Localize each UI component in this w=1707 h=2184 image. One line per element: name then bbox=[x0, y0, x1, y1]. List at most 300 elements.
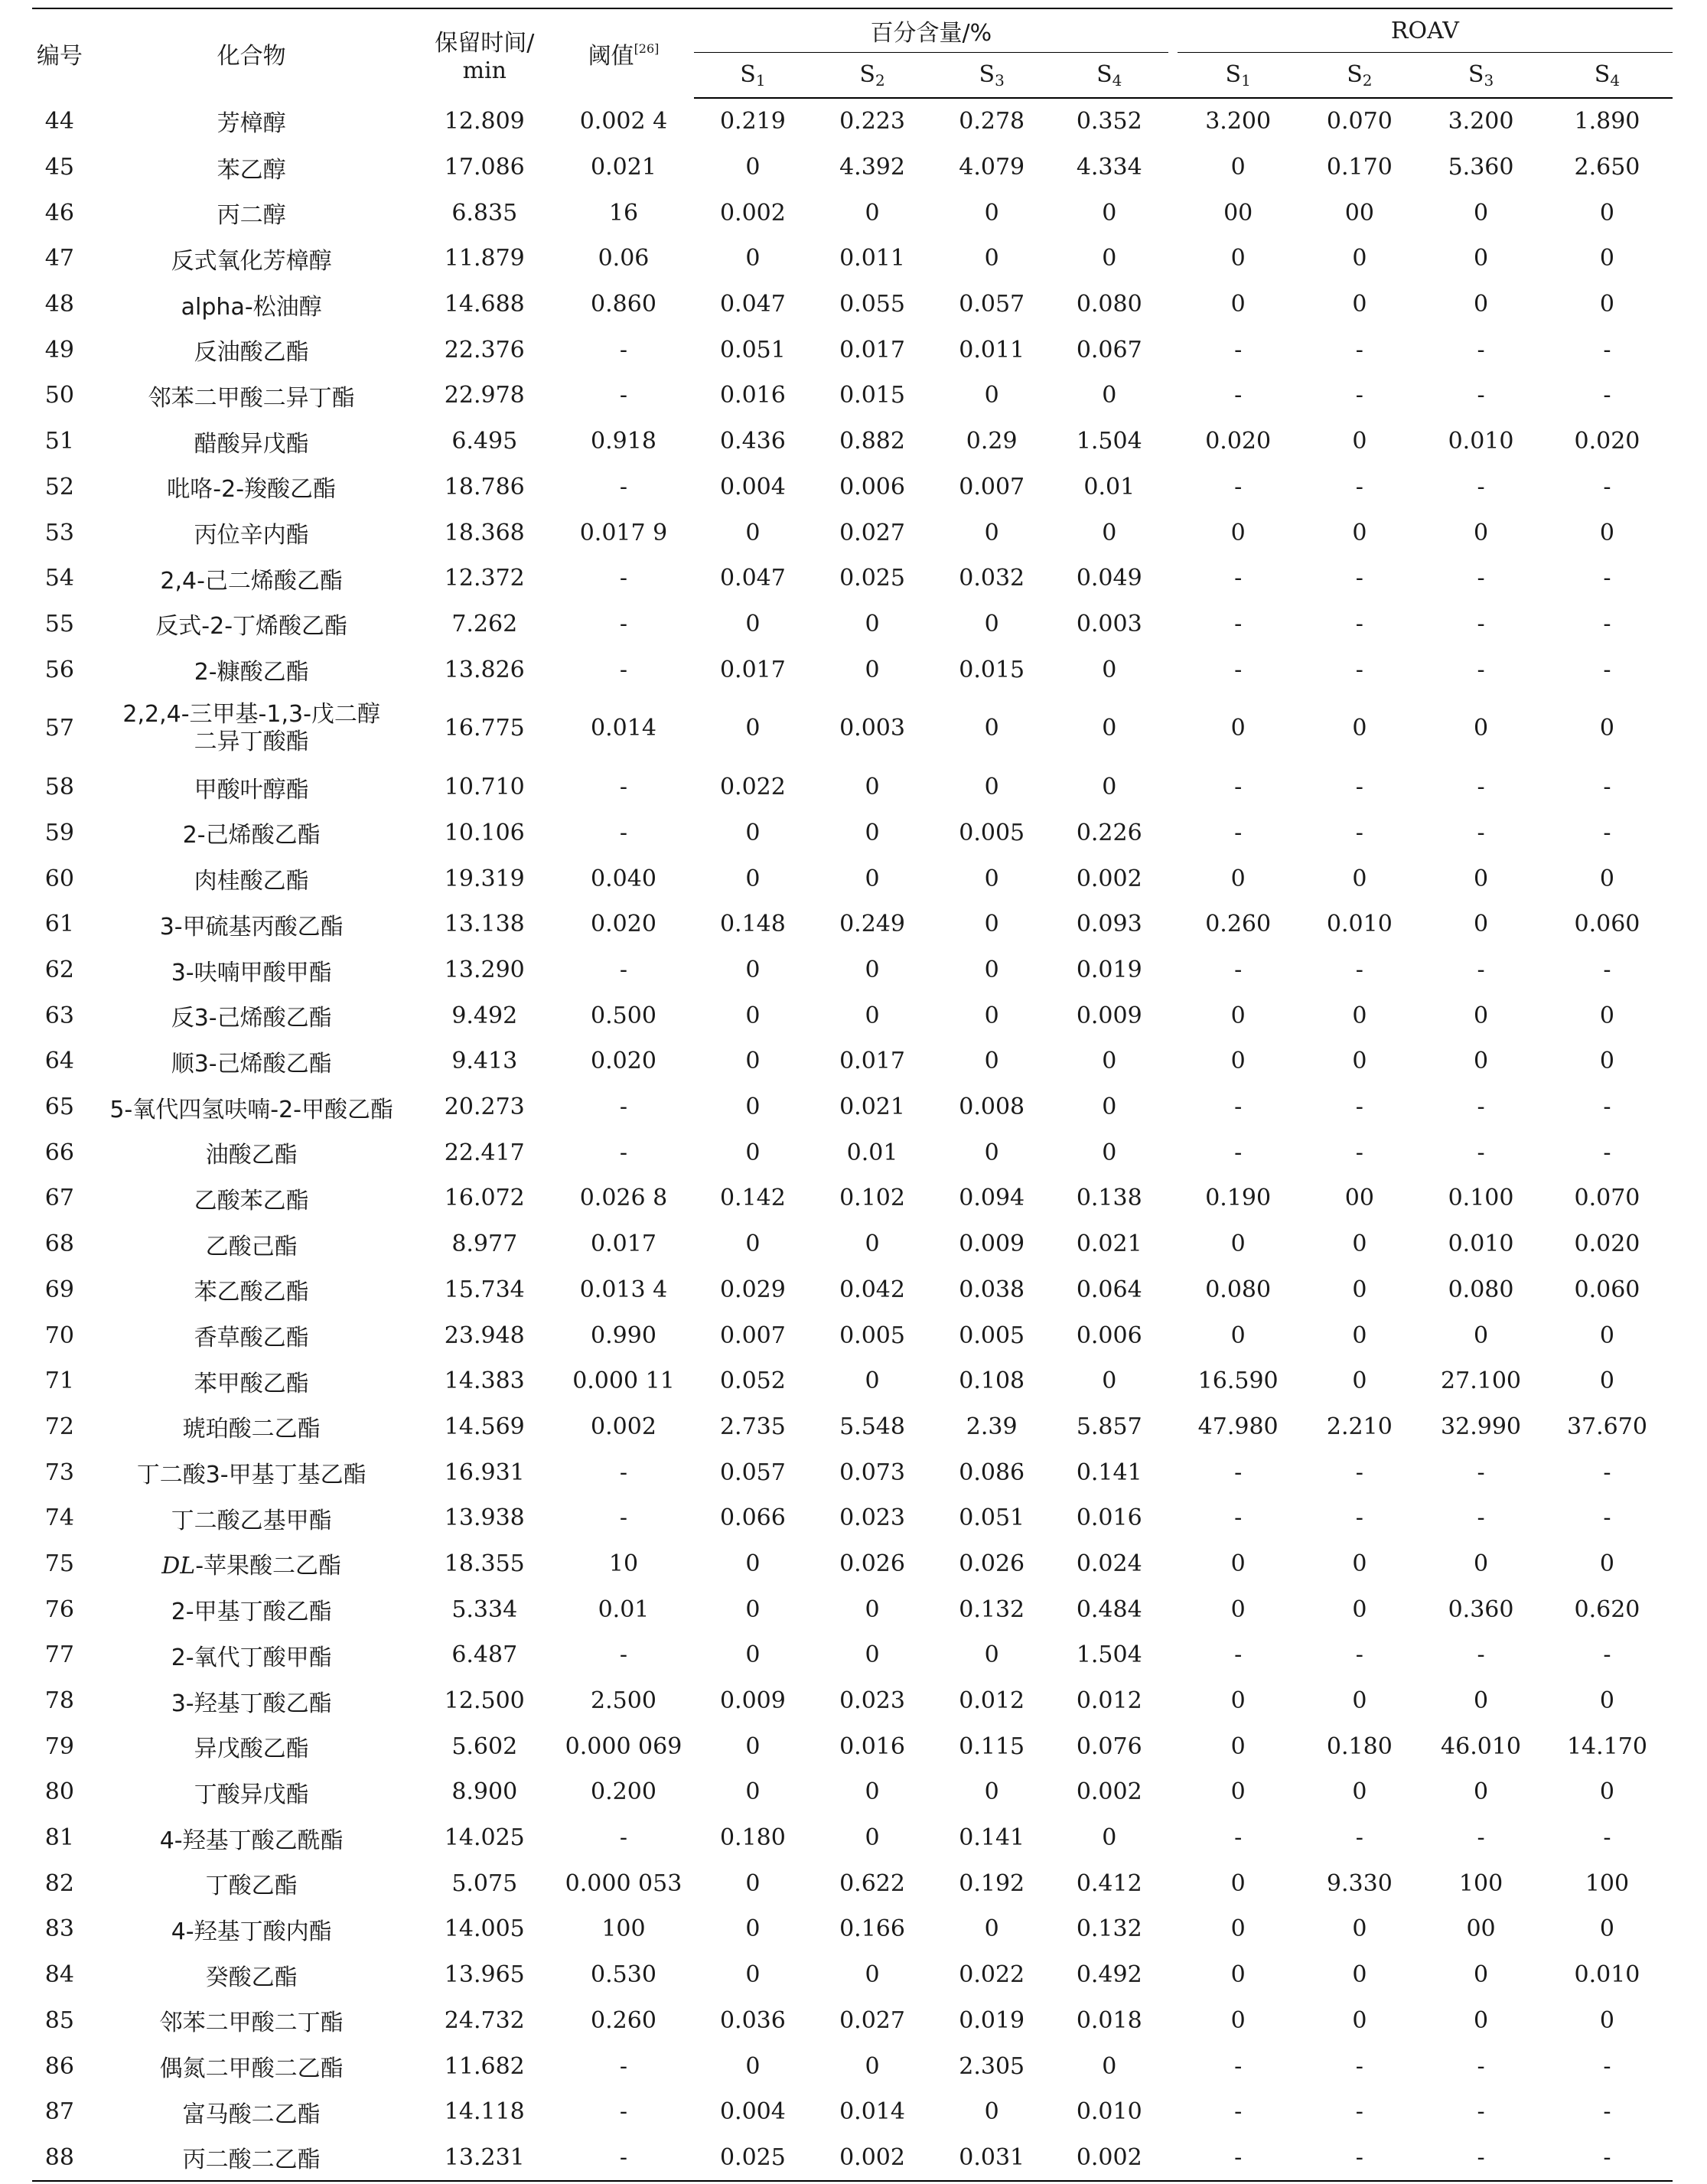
row-number: 60 bbox=[44, 865, 74, 892]
percent-s4: 0.021 bbox=[1076, 1231, 1142, 1258]
gap-cell bbox=[1168, 282, 1178, 328]
roav-s4: 0 bbox=[1599, 1048, 1614, 1075]
percent-s4: 0.132 bbox=[1076, 1915, 1142, 1943]
row-number: 88 bbox=[32, 2135, 87, 2182]
compound-name-text: 芳樟醇 bbox=[217, 110, 286, 138]
roav-s2: 0 bbox=[1352, 1961, 1367, 1989]
roav-s4: 0.010 bbox=[1574, 1961, 1640, 1989]
compound-name-text: 苯甲酸乙酯 bbox=[194, 1370, 309, 1397]
roav-s4: - bbox=[1603, 610, 1611, 637]
gap-cell bbox=[1168, 327, 1178, 373]
retention-time: 22.376 bbox=[444, 336, 525, 363]
percent-s3: 0.007 bbox=[959, 473, 1025, 500]
roav-s2: 0 bbox=[1352, 1367, 1367, 1395]
sample-letter: S bbox=[1225, 60, 1242, 88]
percent-s2: 0.055 bbox=[839, 291, 905, 318]
roav-s2: - bbox=[1355, 473, 1363, 500]
sample-subscript: 4 bbox=[1610, 70, 1621, 90]
retention-time: 14.118 bbox=[444, 2098, 525, 2126]
table-row bbox=[32, 1449, 1673, 1495]
gap-cell bbox=[1168, 1678, 1178, 1724]
table-row bbox=[32, 647, 1673, 693]
roav-s3: 00 bbox=[1466, 1915, 1496, 1943]
roav-s4: 0.060 bbox=[1574, 911, 1640, 938]
header-rt-line2: min bbox=[462, 57, 507, 84]
percent-s1: 0.436 bbox=[719, 428, 786, 455]
percent-s2: 0.017 bbox=[839, 336, 905, 363]
roav-s3: - bbox=[1477, 957, 1485, 984]
roav-s2: - bbox=[1355, 382, 1363, 409]
gap-cell bbox=[1168, 465, 1178, 510]
compound-name-text: 乙酸己酯 bbox=[205, 1233, 298, 1260]
roav-s2: 0 bbox=[1352, 519, 1367, 546]
percent-s1: 0 bbox=[745, 1048, 761, 1075]
roav-s2: 0 bbox=[1352, 2006, 1367, 2034]
compound-name bbox=[87, 947, 416, 993]
percent-s4: 0.412 bbox=[1076, 1869, 1142, 1897]
roav-s3: 0.010 bbox=[1448, 1231, 1514, 1258]
threshold-value: 0.020 bbox=[591, 1048, 656, 1075]
percent-s4: 0 bbox=[1102, 774, 1117, 801]
threshold-value: 100 bbox=[601, 1915, 646, 1943]
roav-s3: 0 bbox=[1474, 519, 1489, 546]
gap-cell bbox=[1168, 1038, 1178, 1084]
compound-name bbox=[87, 1906, 416, 1952]
row-number: 49 bbox=[44, 336, 74, 363]
table-row bbox=[32, 810, 1673, 856]
percent-s1: 0 bbox=[745, 1002, 761, 1029]
roav-s2: - bbox=[1355, 1094, 1363, 1121]
row-number: 48 bbox=[44, 291, 74, 318]
gap-cell bbox=[1168, 1586, 1178, 1632]
compound-name-text: 5-氧代四氢呋喃-2-甲酸乙酯 bbox=[109, 1096, 393, 1123]
compound-name bbox=[87, 98, 416, 145]
percent-s3: 0.132 bbox=[959, 1596, 1025, 1623]
percent-s1: 0 bbox=[745, 1915, 761, 1943]
compound-name bbox=[87, 282, 416, 328]
percent-s2: 0.023 bbox=[839, 1687, 905, 1715]
gap-cell bbox=[1168, 1312, 1178, 1358]
retention-time: 20.273 bbox=[444, 1094, 525, 1121]
percent-s4: 1.504 bbox=[1076, 1641, 1142, 1669]
roav-sample-header-s4 bbox=[1542, 53, 1673, 99]
percent-s3: 0 bbox=[984, 865, 999, 892]
roav-s1: 0 bbox=[1230, 291, 1246, 318]
table-row bbox=[32, 1312, 1673, 1358]
roav-s1: - bbox=[1234, 336, 1243, 363]
percent-s2: 0.882 bbox=[839, 428, 905, 455]
roav-s4: 0 bbox=[1599, 715, 1614, 742]
row-number: 55 bbox=[44, 610, 74, 637]
roav-s4: 0 bbox=[1599, 1550, 1614, 1577]
threshold-value: - bbox=[619, 774, 628, 801]
roav-s2: 0 bbox=[1352, 1231, 1367, 1258]
compound-name-text: 吡咯-2-羧酸乙酯 bbox=[167, 476, 337, 504]
threshold-value: 0.990 bbox=[591, 1322, 656, 1349]
percent-s2: 0 bbox=[865, 1596, 880, 1623]
percent-s4: 0.012 bbox=[1076, 1687, 1142, 1715]
gap-cell bbox=[1168, 556, 1178, 601]
roav-s3: - bbox=[1477, 1504, 1485, 1532]
row-number: 86 bbox=[44, 2052, 74, 2080]
row-number: 85 bbox=[44, 2006, 74, 2034]
gap-cell bbox=[1168, 1815, 1178, 1861]
roav-s2: 2.210 bbox=[1326, 1413, 1393, 1440]
roav-s1: - bbox=[1234, 1094, 1243, 1121]
roav-s1: 0 bbox=[1230, 1550, 1246, 1577]
retention-time: 6.835 bbox=[451, 199, 518, 227]
percent-s1: 0.016 bbox=[719, 382, 786, 409]
threshold-value: 16 bbox=[608, 199, 639, 227]
roav-s4: - bbox=[1603, 565, 1611, 592]
row-number: 61 bbox=[44, 911, 74, 938]
roav-s2: 0 bbox=[1352, 1550, 1367, 1577]
compound-name bbox=[87, 1495, 416, 1541]
table-row bbox=[32, 1267, 1673, 1313]
table-row bbox=[32, 1586, 1673, 1632]
threshold-value: 0.000 053 bbox=[565, 1869, 682, 1897]
percent-s1: 0 bbox=[745, 610, 761, 637]
retention-time: 11.879 bbox=[444, 245, 525, 272]
row-number: 46 bbox=[44, 199, 74, 227]
roav-s3: 27.100 bbox=[1441, 1367, 1522, 1395]
roav-s4: 0 bbox=[1599, 199, 1614, 227]
percent-s3: 0 bbox=[984, 957, 999, 984]
compound-name-text: 2-己烯酸乙酯 bbox=[182, 822, 321, 849]
roav-sample-header-s3 bbox=[1420, 53, 1542, 99]
percent-s3: 0 bbox=[984, 911, 999, 938]
retention-time: 12.372 bbox=[444, 565, 525, 592]
roav-s3: - bbox=[1420, 2135, 1542, 2182]
percent-s2: 0.042 bbox=[839, 1276, 905, 1303]
roav-s3: - bbox=[1477, 565, 1485, 592]
compound-name-text: 富马酸二乙酯 bbox=[182, 2101, 321, 2128]
row-number: 45 bbox=[44, 154, 74, 181]
threshold-value: - bbox=[553, 2135, 694, 2182]
table-row bbox=[32, 1358, 1673, 1404]
sample-subscript: 1 bbox=[755, 70, 766, 90]
percent-s2: 0.005 bbox=[839, 1322, 905, 1349]
retention-time: 18.368 bbox=[444, 519, 525, 546]
table-row bbox=[32, 1678, 1673, 1724]
roav-s1: 47.980 bbox=[1197, 1413, 1279, 1440]
sample-subscript: 2 bbox=[875, 70, 885, 90]
roav-s2: - bbox=[1355, 2098, 1363, 2126]
roav-s2: 0 bbox=[1352, 1002, 1367, 1029]
table-row bbox=[32, 98, 1673, 145]
compound-name-text: 反式-2-丁烯酸乙酯 bbox=[155, 613, 348, 641]
roav-s3: 0.010 bbox=[1448, 428, 1514, 455]
gap-cell bbox=[1168, 647, 1178, 693]
compound-name bbox=[87, 1678, 416, 1724]
roav-s4: - bbox=[1603, 2098, 1611, 2126]
roav-s3: 3.200 bbox=[1448, 108, 1514, 135]
gap-cell bbox=[1168, 1860, 1178, 1906]
roav-s3: 0 bbox=[1474, 1687, 1489, 1715]
percent-s1: 0 bbox=[745, 1550, 761, 1577]
gap-cell bbox=[1168, 1632, 1178, 1678]
roav-s1: - bbox=[1234, 819, 1243, 846]
compound-name-text: 2-糠酸乙酯 bbox=[194, 659, 309, 686]
percent-s3: 0.022 bbox=[959, 1961, 1025, 1989]
threshold-value: - bbox=[619, 819, 628, 846]
percent-s4: 0.064 bbox=[1076, 1276, 1142, 1303]
compound-name bbox=[87, 236, 416, 282]
retention-time: 16.072 bbox=[444, 1185, 525, 1212]
compound-name-text: 癸酸乙酯 bbox=[205, 1964, 298, 1991]
retention-time: 8.977 bbox=[451, 1231, 518, 1258]
retention-time: 24.732 bbox=[444, 2006, 525, 2034]
roav-s3: 0 bbox=[1474, 291, 1489, 318]
roav-s2: 0 bbox=[1352, 865, 1367, 892]
percent-s3: 0.038 bbox=[959, 1276, 1025, 1303]
row-number: 54 bbox=[44, 565, 74, 592]
percent-s4: 0 bbox=[1102, 1048, 1117, 1075]
roav-s1: 0 bbox=[1230, 154, 1246, 181]
compound-name bbox=[87, 2043, 416, 2089]
threshold-value: 0.500 bbox=[591, 1002, 656, 1029]
percent-s2: 0 bbox=[865, 1231, 880, 1258]
retention-time: 15.734 bbox=[444, 1276, 525, 1303]
sample-letter: S bbox=[1594, 60, 1611, 88]
percent-s1: 0.052 bbox=[719, 1367, 786, 1395]
row-number: 72 bbox=[44, 1413, 74, 1440]
roav-s1: 0 bbox=[1230, 865, 1246, 892]
threshold-value: 0.040 bbox=[591, 865, 656, 892]
compound-name-text: 丙二醇 bbox=[217, 202, 286, 230]
row-number: 56 bbox=[44, 656, 74, 683]
roav-s2: 0.180 bbox=[1326, 1733, 1393, 1760]
compound-name-text: 反油酸乙酯 bbox=[194, 339, 309, 367]
row-number: 44 bbox=[44, 107, 74, 135]
retention-time: 12.809 bbox=[444, 107, 525, 135]
percent-sample-header-s3 bbox=[933, 53, 1051, 99]
percent-s3: 0 bbox=[984, 2098, 999, 2126]
roav-s2: 00 bbox=[1344, 1185, 1374, 1212]
table-row bbox=[32, 1769, 1673, 1815]
percent-s4: 0.018 bbox=[1076, 2006, 1142, 2034]
header-roav-group: ROAV bbox=[1178, 8, 1673, 53]
percent-s4: 0.138 bbox=[1076, 1185, 1142, 1212]
percent-s2: 0 bbox=[865, 1824, 880, 1852]
roav-s4: - bbox=[1603, 2052, 1611, 2080]
percent-s2: 0.002 bbox=[812, 2135, 933, 2182]
compound-name bbox=[87, 764, 416, 810]
roav-s1: - bbox=[1234, 1824, 1243, 1852]
roav-s1: 0 bbox=[1230, 1733, 1246, 1760]
threshold-value: - bbox=[619, 656, 628, 683]
roav-s4: - bbox=[1603, 656, 1611, 683]
gap-cell bbox=[1168, 1129, 1178, 1175]
roav-s3: - bbox=[1477, 1459, 1485, 1486]
percent-s1: 0.009 bbox=[719, 1687, 786, 1715]
retention-time: 17.086 bbox=[444, 154, 525, 181]
gap-cell bbox=[1168, 1495, 1178, 1541]
table-row bbox=[32, 190, 1673, 236]
roav-s2: 0.170 bbox=[1326, 154, 1393, 181]
compound-name bbox=[87, 601, 416, 647]
percent-s1: 0.051 bbox=[719, 336, 786, 363]
row-number: 78 bbox=[44, 1687, 74, 1715]
percent-s2: 0 bbox=[865, 865, 880, 892]
percent-s3: 0.108 bbox=[959, 1367, 1025, 1395]
percent-s4: 0.492 bbox=[1076, 1961, 1142, 1989]
compound-name-text: 丁二酸3-甲基丁基乙酯 bbox=[136, 1462, 366, 1489]
roav-s1: 16.590 bbox=[1197, 1367, 1279, 1395]
roav-s3: 0 bbox=[1474, 245, 1489, 272]
row-number: 77 bbox=[44, 1641, 74, 1669]
compound-name-text: 苯乙酸乙酯 bbox=[194, 1279, 309, 1306]
gap-cell bbox=[1168, 764, 1178, 810]
gap-cell bbox=[1168, 98, 1178, 145]
retention-time: 14.005 bbox=[444, 1915, 525, 1943]
percent-s1: 0.004 bbox=[719, 473, 786, 500]
percent-s1: 0.025 bbox=[694, 2135, 812, 2182]
percent-s4: 0 bbox=[1102, 245, 1117, 272]
percent-s2: 0.015 bbox=[839, 382, 905, 409]
table-row bbox=[32, 1084, 1673, 1130]
percent-s3: 0.026 bbox=[959, 1550, 1025, 1577]
sample-subscript: 1 bbox=[1241, 70, 1251, 90]
compound-name-text: 2-甲基丁酸乙酯 bbox=[171, 1599, 332, 1626]
roav-s1: 0 bbox=[1230, 1869, 1246, 1897]
roav-s2: - bbox=[1355, 656, 1363, 683]
roav-s4: 0 bbox=[1599, 245, 1614, 272]
row-number: 81 bbox=[44, 1824, 74, 1852]
roav-s1: - bbox=[1234, 957, 1243, 984]
row-number: 50 bbox=[44, 382, 74, 409]
roav-s3: - bbox=[1477, 610, 1485, 637]
roav-s4: 0 bbox=[1599, 1915, 1614, 1943]
percent-s1: 0 bbox=[745, 2052, 761, 2080]
percent-s1: 0 bbox=[745, 957, 761, 984]
roav-s1: 0 bbox=[1230, 519, 1246, 546]
compound-name bbox=[87, 190, 416, 236]
roav-s3: 5.360 bbox=[1448, 154, 1514, 181]
percent-s2: 0 bbox=[865, 957, 880, 984]
roav-s1: - bbox=[1234, 774, 1243, 801]
threshold-value: 0.002 bbox=[591, 1413, 656, 1440]
percent-s4: 0.019 bbox=[1076, 957, 1142, 984]
compound-name bbox=[87, 1632, 416, 1678]
roav-s1: 00 bbox=[1223, 199, 1253, 227]
gap-cell bbox=[1168, 856, 1178, 901]
retention-time: 13.138 bbox=[444, 911, 525, 938]
percent-s2: 0.027 bbox=[839, 519, 905, 546]
roav-s3: 0 bbox=[1474, 199, 1489, 227]
threshold-value: - bbox=[619, 336, 628, 363]
header-threshold-ref: [26] bbox=[634, 41, 660, 56]
percent-s3: 0 bbox=[984, 715, 999, 742]
header-gap bbox=[1168, 53, 1178, 99]
percent-s4: 0 bbox=[1102, 199, 1117, 227]
roav-s1: - bbox=[1234, 656, 1243, 683]
threshold-value: - bbox=[619, 1139, 628, 1166]
percent-s4: 0 bbox=[1102, 1367, 1117, 1395]
roav-s2: - bbox=[1355, 336, 1363, 363]
threshold-value: - bbox=[619, 610, 628, 637]
roav-s1: 0 bbox=[1230, 715, 1246, 742]
threshold-value: - bbox=[619, 1824, 628, 1852]
percent-s2: 0.223 bbox=[839, 108, 905, 135]
retention-time: 18.786 bbox=[444, 473, 525, 500]
percent-s4: 0 bbox=[1102, 2052, 1117, 2080]
gap-cell bbox=[1168, 145, 1178, 191]
percent-s4: 0.352 bbox=[1076, 108, 1142, 135]
sample-subscript: 2 bbox=[1362, 70, 1373, 90]
percent-s4: 0.093 bbox=[1076, 911, 1142, 938]
percent-s4: 0.484 bbox=[1076, 1596, 1142, 1623]
roav-s3: 100 bbox=[1458, 1869, 1503, 1897]
threshold-value: 0.918 bbox=[591, 428, 656, 455]
gap-cell bbox=[1168, 901, 1178, 947]
roav-s2: - bbox=[1355, 565, 1363, 592]
roav-s2: - bbox=[1355, 774, 1363, 801]
percent-s1: 0.022 bbox=[719, 774, 786, 801]
percent-s4: 0.141 bbox=[1076, 1459, 1142, 1486]
percent-s2: 0 bbox=[865, 774, 880, 801]
percent-s4: 0 bbox=[1102, 656, 1117, 683]
roav-s1: 0 bbox=[1230, 1596, 1246, 1623]
compound-name-text: 2,2,4-三甲基-1,3-戊二醇 bbox=[122, 700, 380, 728]
roav-s1: 0 bbox=[1230, 2006, 1246, 2034]
percent-s4: 0.002 bbox=[1051, 2135, 1168, 2182]
percent-s3: 0.057 bbox=[959, 291, 1025, 318]
roav-s1: 0 bbox=[1230, 1915, 1246, 1943]
threshold-value: - bbox=[619, 957, 628, 984]
compound-name bbox=[87, 647, 416, 693]
percent-s3: 0.012 bbox=[959, 1687, 1025, 1715]
roav-s2: - bbox=[1355, 957, 1363, 984]
compound-name-text: 顺3-己烯酸乙酯 bbox=[171, 1050, 332, 1077]
row-number: 73 bbox=[44, 1459, 74, 1486]
threshold-value: 0.06 bbox=[598, 245, 650, 272]
roav-s4: - bbox=[1603, 819, 1611, 846]
gap-cell bbox=[1168, 693, 1178, 764]
compound-name-text: 3-呋喃甲酸甲酯 bbox=[171, 959, 332, 986]
percent-s2: 0.006 bbox=[839, 473, 905, 500]
percent-s4: 0.009 bbox=[1076, 1002, 1142, 1029]
percent-s1: 0 bbox=[745, 154, 761, 181]
roav-s2: 0 bbox=[1352, 428, 1367, 455]
retention-time: 13.231 bbox=[416, 2135, 553, 2182]
table-row bbox=[32, 2089, 1673, 2135]
percent-s3: 0 bbox=[984, 610, 999, 637]
table-row bbox=[32, 465, 1673, 510]
compound-table-document bbox=[32, 8, 1673, 2182]
roav-s2: 0 bbox=[1352, 1322, 1367, 1349]
roav-s1: 0 bbox=[1230, 1322, 1246, 1349]
roav-s1: - bbox=[1234, 2052, 1243, 2080]
gap-cell bbox=[1168, 236, 1178, 282]
roav-s2: - bbox=[1355, 1139, 1363, 1166]
roav-s4: 14.170 bbox=[1566, 1733, 1647, 1760]
roav-s4: - bbox=[1603, 473, 1611, 500]
retention-time: 14.025 bbox=[444, 1824, 525, 1852]
gap-cell bbox=[1168, 993, 1178, 1038]
compound-name bbox=[87, 465, 416, 510]
table-row bbox=[32, 901, 1673, 947]
roav-s1: 3.200 bbox=[1205, 108, 1272, 135]
percent-s4: 0.076 bbox=[1076, 1733, 1142, 1760]
table-row bbox=[32, 419, 1673, 465]
percent-s3: 2.39 bbox=[966, 1413, 1018, 1440]
percent-s3: 0 bbox=[984, 1048, 999, 1075]
compound-name bbox=[87, 693, 416, 764]
percent-s1: 0 bbox=[745, 1094, 761, 1121]
percent-s4: 0.067 bbox=[1076, 336, 1142, 363]
gap-cell bbox=[1168, 373, 1178, 419]
